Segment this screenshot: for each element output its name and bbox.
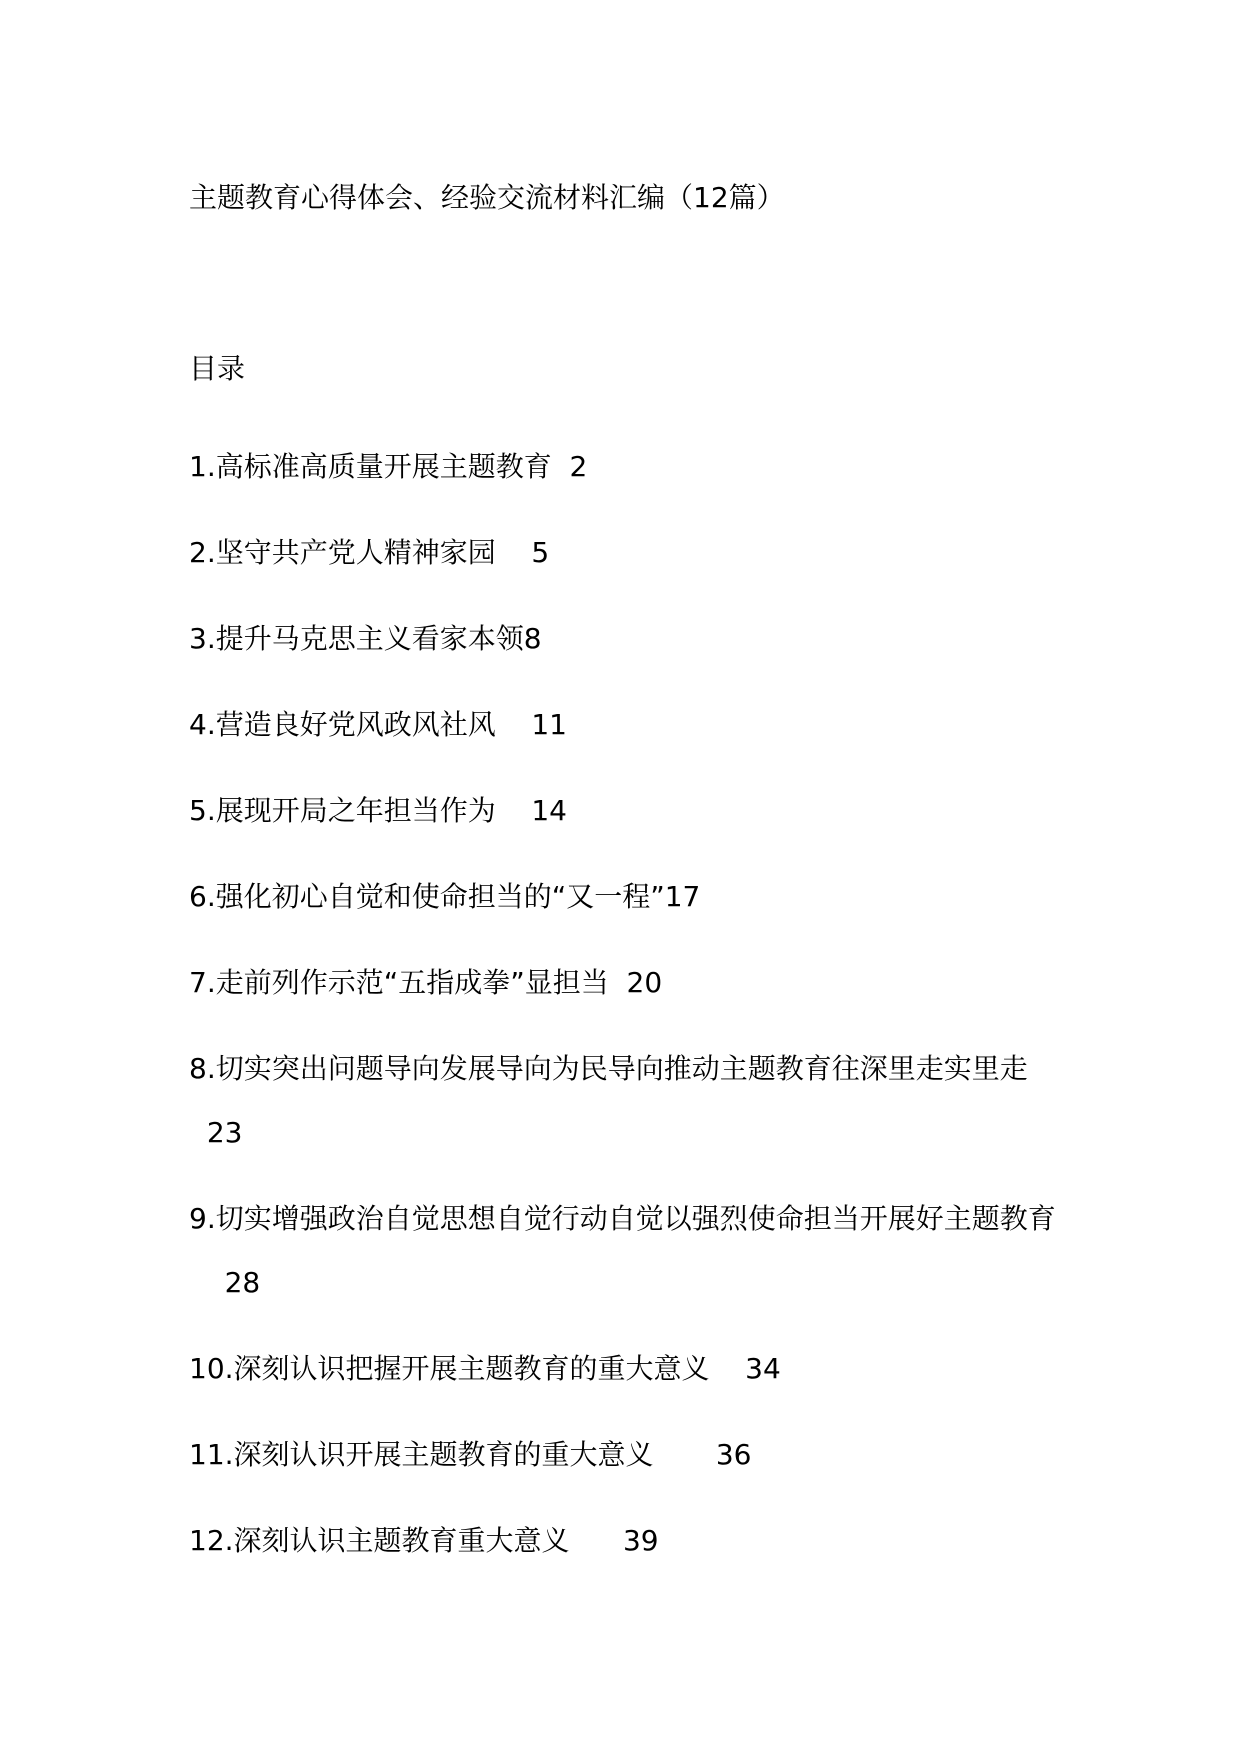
toc-item-page: 2: [569, 450, 588, 483]
toc-item-title: 12.深刻认识主题教育重大意义: [189, 1524, 570, 1557]
toc-item-page: 5: [531, 536, 550, 569]
table-of-contents: [189, 435, 1069, 1595]
toc-heading: 目录: [189, 352, 246, 385]
toc-item-gap: [496, 708, 532, 741]
toc-item-2[interactable]: [189, 521, 1069, 585]
toc-item-title: 10.深刻认识把握开展主题教育的重大意义: [189, 1352, 710, 1385]
toc-item-page: 8: [523, 622, 542, 655]
toc-item-gap: [189, 1266, 225, 1299]
toc-item-title: 3.提升马克思主义看家本领: [189, 622, 524, 655]
toc-item-gap: [570, 1524, 623, 1557]
toc-item-6[interactable]: [189, 865, 1069, 929]
toc-item-page: 20: [626, 966, 663, 999]
toc-item-7[interactable]: [189, 951, 1069, 1015]
toc-item-5[interactable]: [189, 779, 1069, 843]
toc-item-page: 11: [531, 708, 567, 741]
toc-item-title: 9.切实增强政治自觉思想自觉行动自觉以强烈使命担当开展好主题教育: [189, 1202, 1056, 1235]
toc-item-4[interactable]: [189, 693, 1069, 757]
toc-item-12[interactable]: [189, 1509, 1069, 1573]
toc-item-3[interactable]: [189, 607, 1069, 671]
toc-item-11[interactable]: [189, 1423, 1069, 1487]
document-title: 主题教育心得体会、经验交流材料汇编（12篇）: [189, 181, 785, 214]
toc-item-gap: [609, 966, 627, 999]
toc-item-title: 7.走前列作示范“五指成拳”显担当: [189, 966, 609, 999]
toc-item-title: 6.强化初心自觉和使命担当的“又一程”: [189, 880, 665, 913]
toc-item-page: 36: [715, 1438, 752, 1471]
toc-item-title: 8.切实突出问题导向发展导向为民导向推动主题教育往深里走实里走: [189, 1052, 1028, 1085]
toc-item-gap: [189, 1116, 207, 1149]
toc-item-page: 23: [206, 1116, 243, 1149]
toc-item-gap: [654, 1438, 716, 1471]
toc-item-10[interactable]: [189, 1337, 1069, 1401]
toc-item-title: 1.高标准高质量开展主题教育: [189, 450, 552, 483]
toc-item-gap: [496, 536, 532, 569]
toc-item-gap: [710, 1352, 746, 1385]
toc-item-page: 34: [745, 1352, 781, 1385]
toc-item-page: 39: [622, 1524, 659, 1557]
toc-item-title: 5.展现开局之年担当作为: [189, 794, 496, 827]
toc-item-gap: [552, 450, 570, 483]
toc-item-8[interactable]: [189, 1037, 1069, 1165]
toc-item-page: 28: [224, 1266, 261, 1299]
toc-item-gap: [496, 794, 532, 827]
toc-item-title: 2.坚守共产党人精神家园: [189, 536, 496, 569]
toc-item-title: 4.营造良好党风政风社风: [189, 708, 496, 741]
toc-item-9[interactable]: [189, 1187, 1069, 1315]
toc-item-page: 14: [531, 794, 567, 827]
toc-item-1[interactable]: [189, 435, 1069, 499]
toc-item-title: 11.深刻认识开展主题教育的重大意义: [189, 1438, 654, 1471]
toc-item-page: 17: [664, 880, 701, 913]
